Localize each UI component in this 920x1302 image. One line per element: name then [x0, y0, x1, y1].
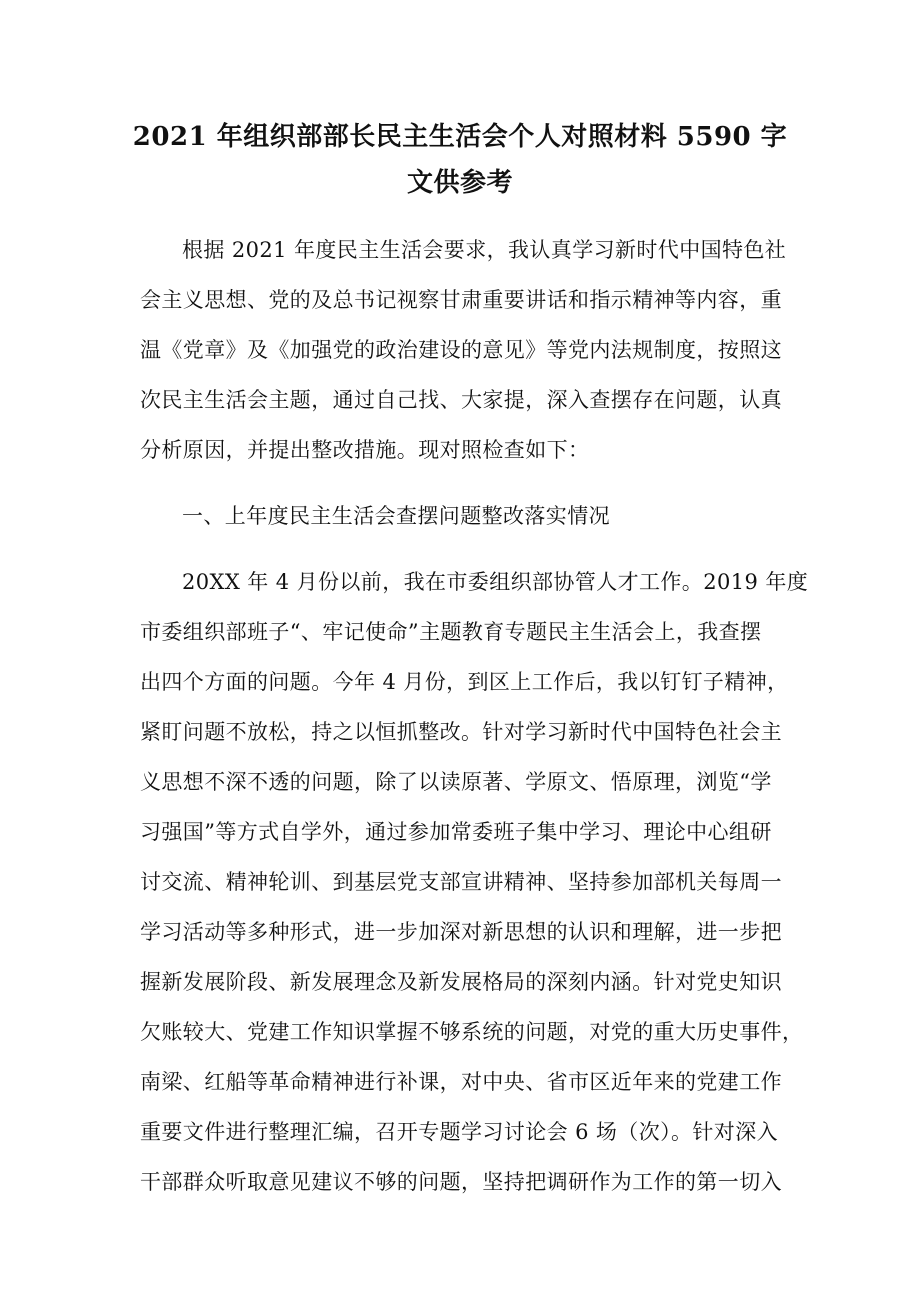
paragraph-2-line: 习强国”等方式自学外，通过参加常委班子集中学习、理论中心组研 — [140, 820, 772, 844]
paragraph-2-line: 市委组织部班子“、牢记使命”主题教育专题民主生活会上，我查摆 — [140, 620, 762, 644]
paragraph-1-line: 根据 2021 年度民主生活会要求，我认真学习新时代中国特色社 — [182, 238, 787, 262]
paragraph-1-line: 温《党章》及《加强党的政治建设的意见》等党内法规制度，按照这 — [140, 338, 782, 362]
paragraph-2-line: 讨交流、精神轮训、到基层党支部宣讲精神、坚持参加部机关每周一 — [140, 870, 782, 894]
paragraph-2-line: 欠账较大、党建工作知识掌握不够系统的问题，对党的重大历史事件， — [140, 1020, 804, 1044]
paragraph-2-line: 重要文件进行整理汇编，召开专题学习讨论会 6 场（次）。针对深入 — [140, 1120, 779, 1144]
document-title-line-2: 文供参考 — [406, 168, 513, 198]
paragraph-1-line: 会主义思想、党的及总书记视察甘肃重要讲话和指示精神等内容，重 — [140, 288, 782, 312]
paragraph-2-line: 义思想不深不透的问题，除了以读原著、学原文、悟原理，浏览“学 — [140, 770, 772, 794]
paragraph-2-line: 干部群众听取意见建议不够的问题，坚持把调研作为工作的第一切入 — [140, 1170, 782, 1194]
paragraph-1-line: 分析原因，并提出整改措施。现对照检查如下： — [140, 438, 590, 462]
paragraph-2-line: 20XX 年 4 月份以前，我在市委组织部协管人才工作。2019 年度 — [182, 570, 809, 594]
paragraph-2-line: 学习活动等多种形式，进一步加深对新思想的认识和理解，进一步把 — [140, 920, 782, 944]
paragraph-2-line: 握新发展阶段、新发展理念及新发展格局的深刻内涵。针对党史知识 — [140, 970, 782, 994]
paragraph-2-line: 南梁、红船等革命精神进行补课，对中央、省市区近年来的党建工作 — [140, 1070, 782, 1094]
paragraph-2-line: 出四个方面的问题。今年 4 月份，到区上工作后，我以钉钉子精神， — [140, 670, 789, 694]
section-heading: 一、上年度民主生活会查摆问题整改落实情况 — [182, 504, 610, 528]
paragraph-2-line: 紧盯问题不放松，持之以恒抓整改。针对学习新时代中国特色社会主 — [140, 720, 782, 744]
paragraph-1-line: 次民主生活会主题，通过自己找、大家提，深入查摆存在问题，认真 — [140, 388, 782, 412]
document-title-line-1: 2021 年组织部部长民主生活会个人对照材料 5590 字 — [132, 122, 788, 152]
